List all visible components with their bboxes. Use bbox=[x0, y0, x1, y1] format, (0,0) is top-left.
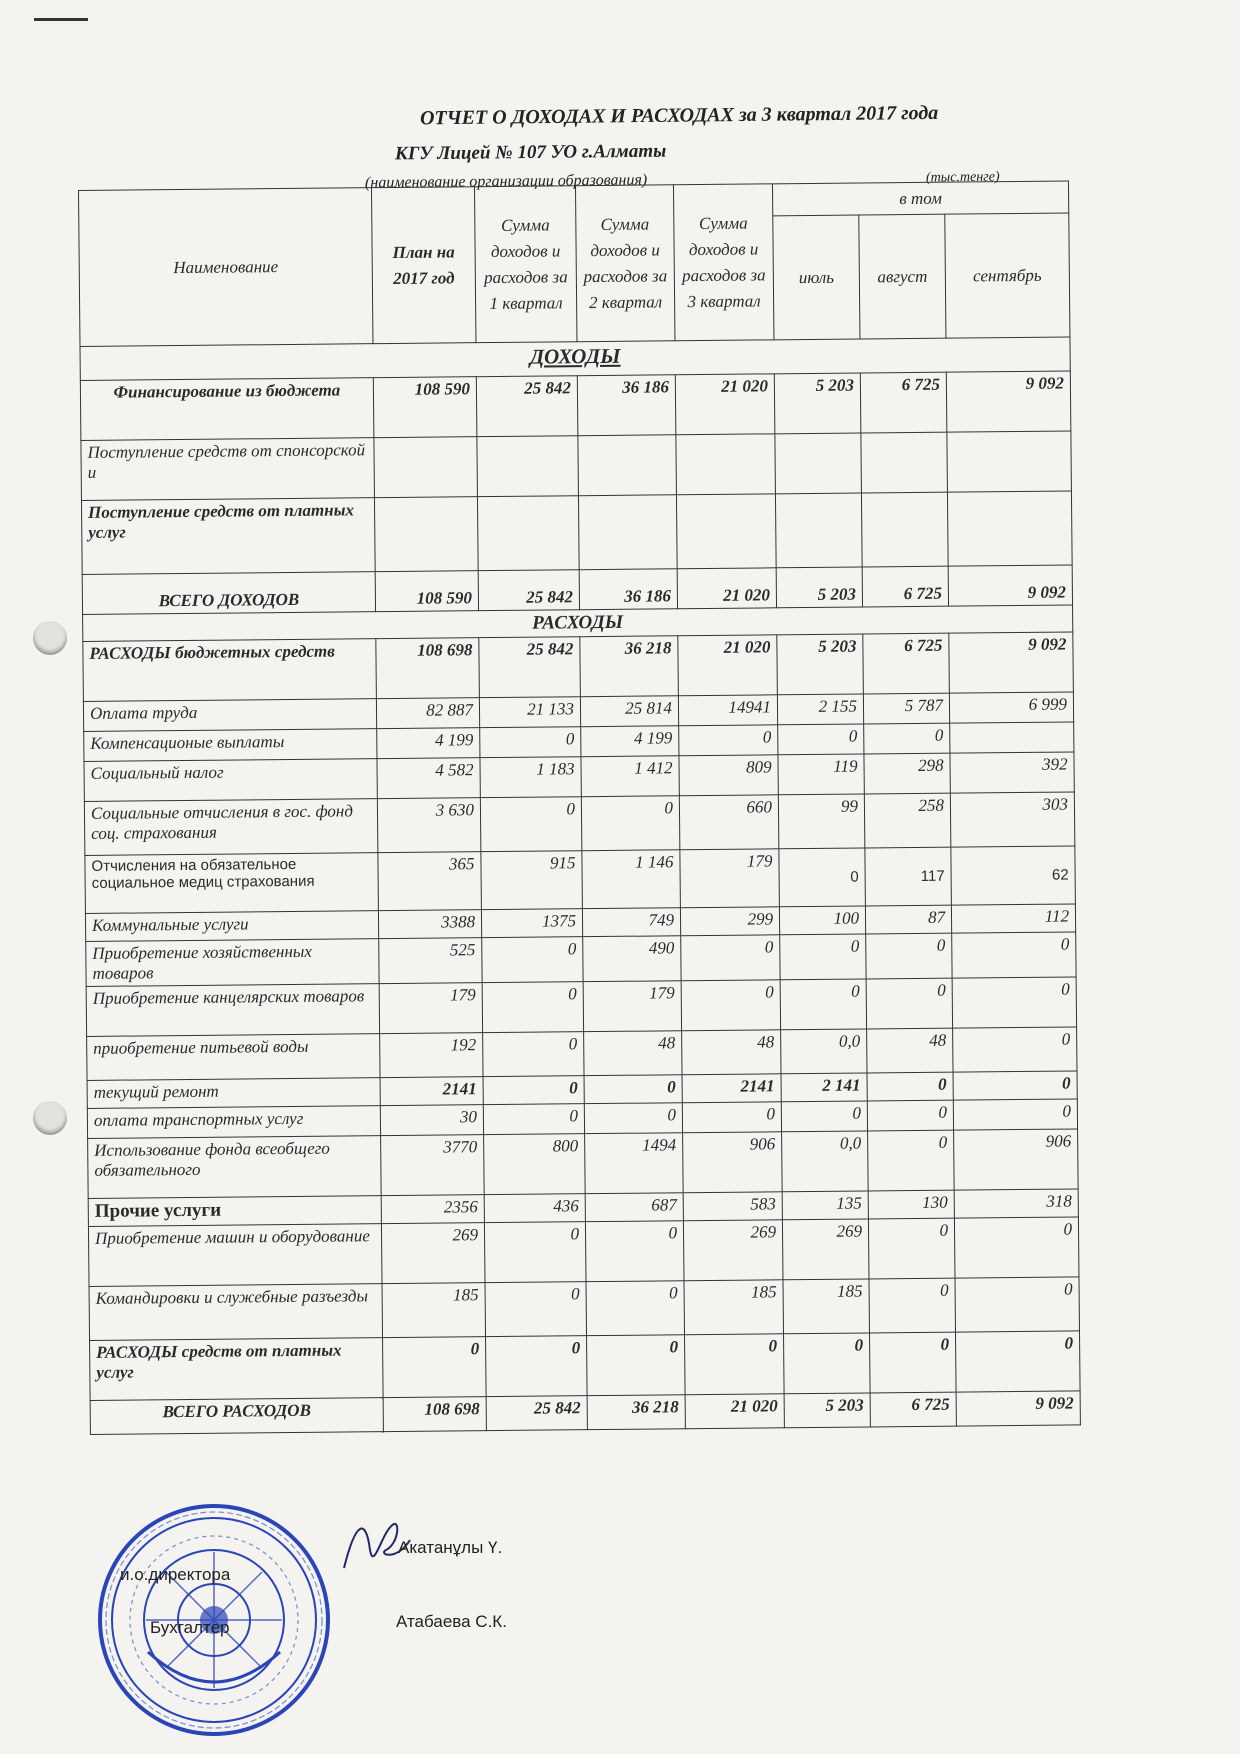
row-name: Использование фонда всеобщего обязательного bbox=[88, 1136, 382, 1199]
cell-q3 bbox=[676, 494, 776, 569]
cell-q2: 0 bbox=[585, 1221, 684, 1282]
cell-m3: 0 bbox=[953, 1099, 1077, 1130]
cell-m3: 303 bbox=[950, 792, 1075, 847]
punch-hole-bottom bbox=[33, 1101, 67, 1135]
row-name: Поступление средств от спонсорской и bbox=[81, 438, 375, 501]
cell-m2: 0 bbox=[864, 723, 950, 754]
cell-plan: 108 698 bbox=[383, 1397, 486, 1432]
cell-q3: 0 bbox=[679, 725, 778, 756]
cell-m2: 130 bbox=[868, 1190, 954, 1219]
cell-m1: 99 bbox=[778, 794, 865, 849]
table-row bbox=[88, 1129, 1079, 1199]
table-row bbox=[85, 846, 1076, 914]
cell-m1: 0 bbox=[779, 848, 866, 907]
cell-plan: 3388 bbox=[378, 910, 481, 939]
row-name: Компенсационые выплаты bbox=[84, 729, 377, 762]
table-row bbox=[83, 632, 1074, 702]
expense-rows bbox=[83, 632, 1081, 1434]
cell-q1: 25 842 bbox=[478, 570, 579, 611]
table-row bbox=[89, 1277, 1079, 1341]
cell-q2: 0 bbox=[584, 1075, 682, 1104]
cell-q3: 0 bbox=[681, 935, 780, 981]
cell-q2: 36 186 bbox=[577, 375, 676, 436]
section-expenses: РАСХОДЫ bbox=[83, 605, 1073, 642]
cell-q1: 915 bbox=[481, 851, 583, 910]
table-row bbox=[84, 792, 1074, 856]
row-name: РАСХОДЫ бюджетных средств bbox=[83, 639, 377, 702]
cell-plan: 179 bbox=[379, 983, 482, 1034]
cell-m1: 269 bbox=[782, 1219, 869, 1280]
cell-m2: 5 787 bbox=[863, 693, 949, 724]
cell-q3: 269 bbox=[683, 1220, 783, 1281]
cell-m3: 62 bbox=[951, 846, 1076, 905]
punch-hole-top bbox=[33, 621, 67, 655]
cell-plan: 2141 bbox=[380, 1077, 483, 1106]
cell-m1: 0 bbox=[778, 724, 864, 755]
cell-m3: 9 092 bbox=[948, 565, 1072, 606]
table-row bbox=[90, 1331, 1081, 1401]
cell-q1: 0 bbox=[483, 1076, 584, 1105]
cell-q1: 1375 bbox=[481, 909, 582, 938]
cell-q2: 0 bbox=[587, 1335, 686, 1396]
cell-m2: 0 bbox=[867, 1072, 953, 1101]
cell-plan: 4 582 bbox=[377, 758, 480, 799]
cell-plan bbox=[374, 437, 478, 498]
cell-q1: 0 bbox=[486, 1336, 588, 1397]
cell-m1: 5 203 bbox=[777, 634, 864, 695]
cell-q3: 21 020 bbox=[675, 374, 775, 435]
cell-plan: 108 698 bbox=[376, 638, 480, 699]
cell-q1 bbox=[477, 496, 579, 571]
cell-m1: 185 bbox=[783, 1279, 870, 1334]
cell-q2: 1494 bbox=[585, 1133, 684, 1194]
cell-m1: 2 141 bbox=[781, 1073, 867, 1102]
cell-m1: 0,0 bbox=[781, 1029, 867, 1074]
cell-q1: 25 842 bbox=[476, 376, 578, 437]
cell-q2: 687 bbox=[585, 1193, 683, 1222]
corner-mark bbox=[34, 18, 88, 21]
cell-m3: 0 bbox=[953, 1071, 1077, 1100]
cell-plan: 185 bbox=[382, 1283, 486, 1338]
cell-m3 bbox=[947, 431, 1072, 492]
table-row bbox=[88, 1217, 1079, 1287]
cell-m2: 0 bbox=[866, 978, 952, 1029]
cell-q1: 21 133 bbox=[479, 697, 580, 728]
cell-m1: 0 bbox=[780, 934, 866, 980]
organization-name: КГУ Лицей № 107 УО г.Алматы bbox=[394, 140, 667, 165]
cell-q1: 0 bbox=[482, 937, 583, 983]
cell-q2: 0 bbox=[581, 796, 680, 851]
cell-m1: 0 bbox=[781, 1101, 867, 1132]
cell-m1: 0,0 bbox=[782, 1131, 869, 1192]
col-header-q3: Сумма доходов и расходов за 3 квартал bbox=[673, 184, 773, 341]
cell-q3: 660 bbox=[679, 795, 779, 850]
cell-m3: 112 bbox=[951, 904, 1075, 933]
cell-m1: 135 bbox=[782, 1191, 868, 1220]
cell-m2: 0 bbox=[870, 1332, 957, 1393]
cell-q3: 809 bbox=[679, 755, 778, 796]
col-header-m2: август bbox=[859, 214, 946, 339]
cell-m1: 2 155 bbox=[777, 694, 863, 725]
cell-plan: 2356 bbox=[381, 1195, 484, 1224]
director-label: и.о.директора bbox=[120, 1565, 231, 1584]
row-name: Приобретение канцелярских товаров bbox=[86, 984, 379, 1037]
cell-q2: 0 bbox=[584, 1103, 682, 1134]
cell-m3: 6 999 bbox=[949, 692, 1073, 723]
cell-q2: 36 218 bbox=[580, 636, 679, 697]
cell-q3: 2141 bbox=[682, 1074, 781, 1103]
cell-q1: 25 842 bbox=[479, 637, 581, 698]
cell-m3 bbox=[950, 722, 1074, 753]
cell-m3: 9 092 bbox=[949, 632, 1074, 693]
cell-m2: 258 bbox=[864, 793, 951, 848]
report-title: ОТЧЕТ О ДОХОДАХ И РАСХОДАХ за 3 квартал 2017 года bbox=[419, 101, 939, 130]
cell-plan: 365 bbox=[378, 852, 482, 911]
cell-q2: 48 bbox=[584, 1031, 682, 1076]
cell-plan: 82 887 bbox=[376, 698, 479, 729]
cell-plan: 108 590 bbox=[373, 377, 477, 438]
units-label: (тыс.тенге) bbox=[925, 169, 1000, 186]
cell-m2: 6 725 bbox=[862, 566, 948, 607]
cell-q3: 583 bbox=[683, 1192, 782, 1221]
cell-plan: 0 bbox=[383, 1337, 487, 1398]
col-header-plan: План на 2017 год bbox=[371, 187, 475, 344]
cell-q3: 0 bbox=[681, 980, 780, 1031]
cell-q3: 185 bbox=[684, 1280, 784, 1335]
cell-m3 bbox=[947, 491, 1072, 566]
cell-m2: 0 bbox=[868, 1218, 955, 1279]
cell-m2: 0 bbox=[868, 1130, 955, 1191]
cell-m3: 392 bbox=[950, 752, 1074, 793]
cell-q2: 1 146 bbox=[582, 850, 681, 909]
row-name: ВСЕГО РАСХОДОВ bbox=[90, 1398, 383, 1435]
cell-q2: 25 814 bbox=[580, 696, 678, 727]
cell-m2: 0 bbox=[869, 1278, 956, 1333]
row-name: Отчисления на обязательное социальное медиц страхования bbox=[85, 853, 379, 914]
cell-m2: 298 bbox=[864, 753, 950, 794]
cell-m1: 5 203 bbox=[784, 1393, 870, 1428]
cell-m1: 100 bbox=[779, 906, 865, 935]
cell-m3: 318 bbox=[954, 1189, 1078, 1218]
cell-q3: 299 bbox=[680, 907, 779, 936]
cell-plan: 4 199 bbox=[377, 728, 480, 759]
cell-q1: 1 183 bbox=[480, 757, 581, 798]
col-header-group: в том bbox=[772, 181, 1068, 216]
report-table bbox=[78, 180, 1081, 1434]
cell-m3: 0 bbox=[952, 977, 1076, 1028]
cell-plan: 3770 bbox=[381, 1135, 485, 1196]
cell-q2: 4 199 bbox=[581, 726, 679, 757]
cell-q3: 0 bbox=[682, 1102, 781, 1133]
cell-q1: 25 842 bbox=[486, 1396, 587, 1431]
cell-m3: 0 bbox=[956, 1331, 1081, 1392]
cell-q2 bbox=[578, 495, 677, 570]
row-name: приобретение питьевой воды bbox=[87, 1034, 380, 1081]
cell-q1: 0 bbox=[483, 1032, 584, 1077]
cell-m3: 906 bbox=[954, 1129, 1079, 1190]
cell-m2: 117 bbox=[865, 847, 952, 906]
cell-q2: 179 bbox=[583, 981, 681, 1032]
col-header-q1: Сумма доходов и расходов за 1 квартал bbox=[474, 186, 576, 343]
cell-q1: 0 bbox=[484, 1222, 586, 1283]
cell-m1: 119 bbox=[778, 754, 864, 795]
cell-q3: 906 bbox=[683, 1132, 783, 1193]
col-header-name: Наименование bbox=[79, 188, 373, 347]
cell-m2: 0 bbox=[866, 933, 952, 979]
cell-q2 bbox=[578, 435, 677, 496]
cell-q1: 436 bbox=[484, 1194, 585, 1223]
cell-m2: 6 725 bbox=[860, 372, 947, 433]
row-name: Коммунальные услуги bbox=[85, 911, 378, 942]
cell-m3: 0 bbox=[954, 1217, 1079, 1278]
cell-q2: 36 186 bbox=[579, 569, 677, 610]
section-income: ДОХОДЫ bbox=[80, 337, 1070, 381]
cell-q3: 21 020 bbox=[678, 635, 778, 696]
cell-q1: 0 bbox=[480, 797, 582, 852]
cell-q2: 749 bbox=[582, 908, 680, 937]
cell-q1: 0 bbox=[482, 982, 583, 1033]
cell-m1: 0 bbox=[780, 979, 866, 1030]
cell-m2 bbox=[861, 432, 948, 493]
cell-q1 bbox=[477, 436, 579, 497]
row-name: Оплата труда bbox=[83, 699, 376, 732]
cell-q1: 800 bbox=[484, 1134, 586, 1195]
cell-q1: 0 bbox=[483, 1104, 584, 1135]
cell-m3: 9 092 bbox=[946, 371, 1071, 432]
cell-m2 bbox=[861, 492, 948, 567]
col-header-q2: Сумма доходов и расходов за 2 квартал bbox=[575, 185, 674, 342]
cell-q2: 36 218 bbox=[587, 1395, 685, 1430]
table-row bbox=[81, 491, 1072, 574]
cell-plan: 108 590 bbox=[375, 571, 478, 612]
cell-m1 bbox=[775, 493, 862, 568]
cell-m1 bbox=[775, 433, 862, 494]
row-name: Поступление средств от платных услуг bbox=[81, 498, 375, 575]
cell-q3: 0 bbox=[685, 1334, 785, 1395]
cell-m1: 5 203 bbox=[776, 567, 862, 608]
table-row bbox=[81, 431, 1072, 501]
row-name: Социальные отчисления в гос. фонд соц. страхования bbox=[84, 799, 378, 856]
table-row bbox=[80, 371, 1071, 441]
row-name: РАСХОДЫ средств от платных услуг bbox=[90, 1338, 384, 1401]
col-header-m3: сентябрь bbox=[945, 213, 1070, 338]
cell-m2: 6 725 bbox=[863, 633, 950, 694]
cell-q3 bbox=[676, 434, 776, 495]
cell-q1: 0 bbox=[480, 727, 581, 758]
cell-q3: 21 020 bbox=[677, 568, 776, 609]
cell-m2: 6 725 bbox=[870, 1392, 956, 1427]
cell-m3: 0 bbox=[955, 1277, 1080, 1332]
cell-m2: 48 bbox=[867, 1028, 953, 1073]
cell-plan: 269 bbox=[381, 1223, 485, 1284]
cell-plan: 525 bbox=[379, 938, 482, 984]
cell-m1: 0 bbox=[784, 1333, 871, 1394]
accountant-name: Атабаева С.К. bbox=[396, 1612, 507, 1631]
row-name: Прочие услуги bbox=[88, 1196, 381, 1227]
cell-q2: 0 bbox=[586, 1281, 685, 1336]
row-name: оплата транспортных услуг bbox=[87, 1106, 380, 1139]
row-name: Приобретение хозяйственных товаров bbox=[86, 939, 379, 987]
cell-q3: 21 020 bbox=[685, 1394, 784, 1429]
cell-plan: 192 bbox=[380, 1033, 483, 1078]
cell-m3: 0 bbox=[952, 932, 1076, 978]
cell-plan: 30 bbox=[380, 1105, 483, 1136]
cell-m2: 87 bbox=[865, 905, 951, 934]
row-name: Финансирование из бюджета bbox=[80, 378, 374, 441]
cell-q2: 490 bbox=[583, 936, 681, 982]
cell-q3: 179 bbox=[680, 849, 780, 908]
cell-plan: 3 630 bbox=[377, 798, 481, 853]
cell-plan bbox=[374, 497, 478, 572]
cell-m2: 0 bbox=[867, 1100, 953, 1131]
row-name: ВСЕГО ДОХОДОВ bbox=[82, 572, 375, 615]
cell-m3: 0 bbox=[953, 1027, 1077, 1072]
director-name: Акатанұлы Ү. bbox=[398, 1538, 503, 1557]
cell-q2: 1 412 bbox=[581, 756, 679, 797]
col-header-m1: июль bbox=[773, 215, 860, 340]
cell-m1: 5 203 bbox=[774, 373, 861, 434]
organization-caption: (наименование организации образования) bbox=[364, 171, 648, 192]
row-name: текущий ремонт bbox=[87, 1078, 380, 1109]
row-name: Приобретение машин и оборудование bbox=[88, 1224, 382, 1287]
cell-m3: 9 092 bbox=[956, 1391, 1080, 1426]
row-name: Социальный налог bbox=[84, 759, 377, 802]
cell-q3: 48 bbox=[682, 1030, 781, 1075]
cell-q3: 14941 bbox=[678, 695, 777, 726]
cell-q1: 0 bbox=[485, 1282, 587, 1337]
row-name: Командировки и служебные разъезды bbox=[89, 1284, 383, 1341]
accountant-label: Бухгалтер bbox=[150, 1618, 230, 1637]
report-table-wrapper bbox=[78, 180, 1080, 1434]
